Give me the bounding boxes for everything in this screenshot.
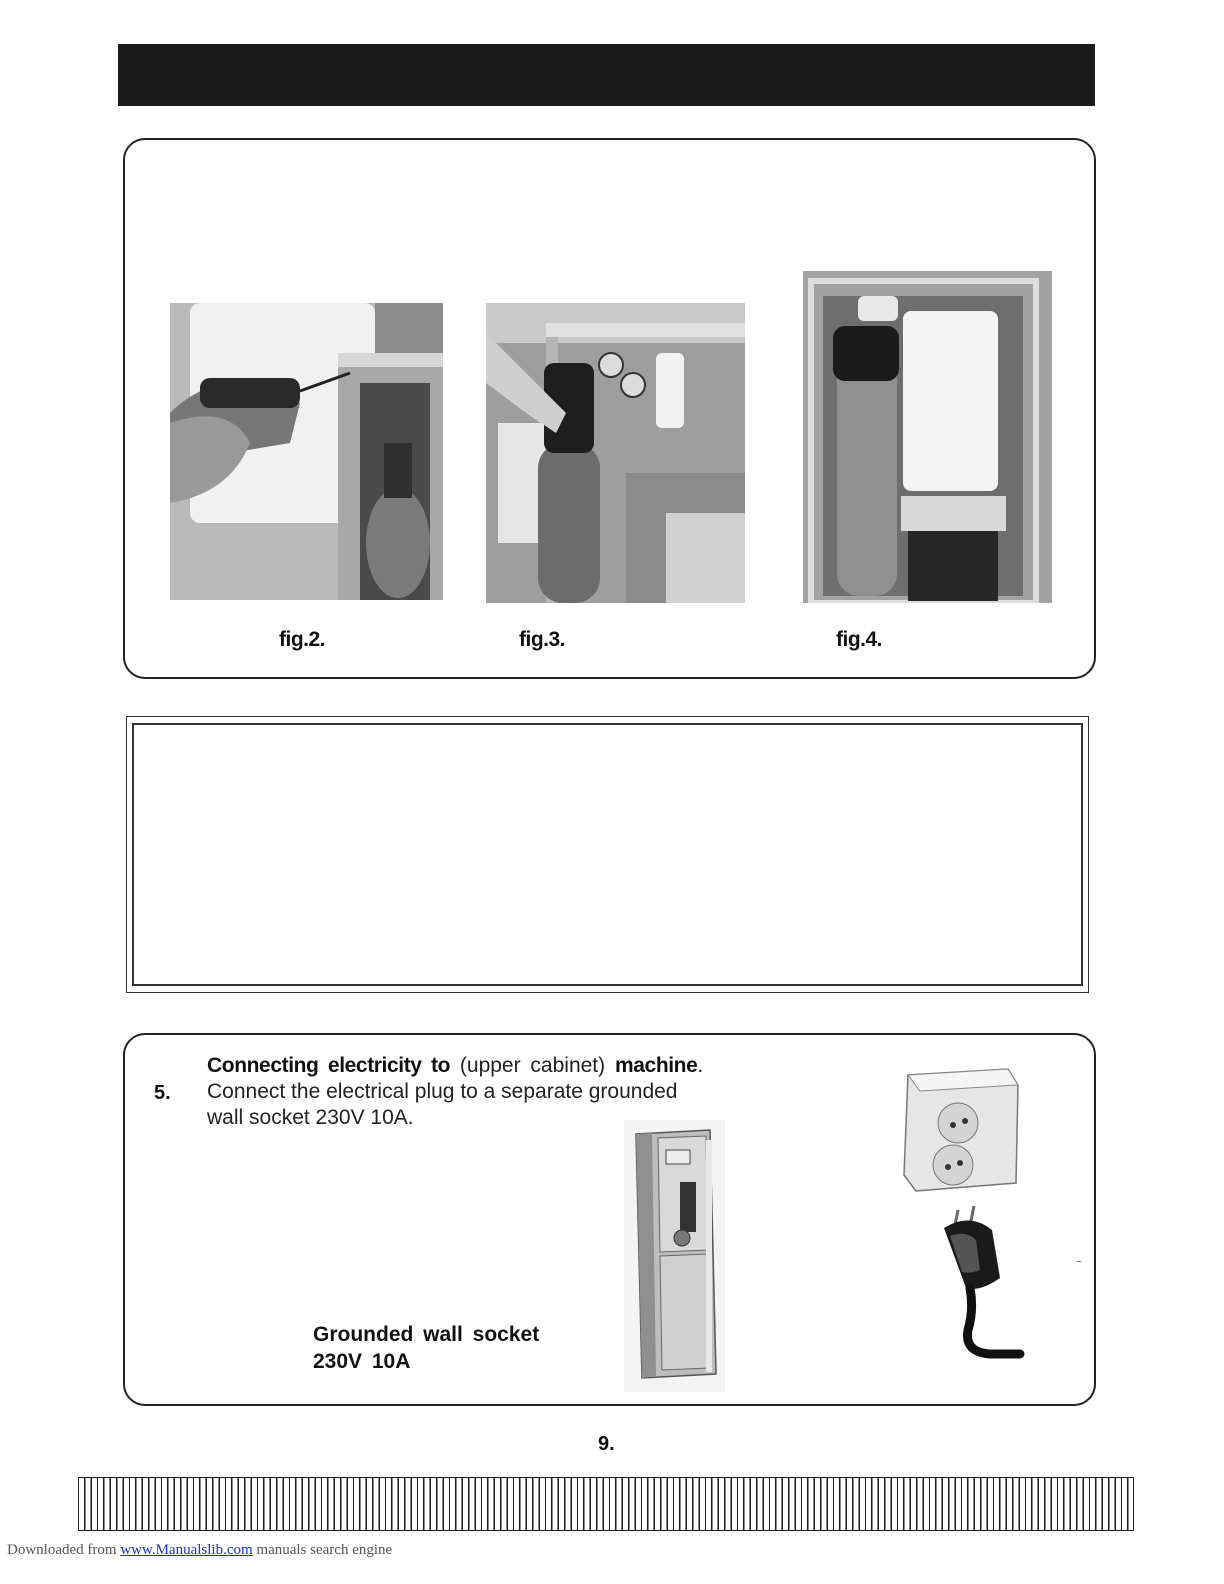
header-bar	[118, 44, 1095, 106]
fig4-photo	[803, 271, 1052, 603]
fig2-photo	[170, 303, 443, 600]
page-number: 9.	[598, 1433, 615, 1455]
double-wall-socket-icon	[898, 1065, 1024, 1195]
step-line-3: wall socket 230V 10A.	[207, 1106, 414, 1129]
tiny-mark: ~	[1076, 1257, 1082, 1268]
step-title-bold-2: machine	[614, 1054, 698, 1077]
step-title	[207, 1053, 737, 1079]
notice-box-inner	[132, 723, 1083, 986]
notice-box	[126, 716, 1089, 993]
fig2-caption: fig.2.	[279, 628, 326, 651]
fig3-photo	[486, 303, 745, 603]
socket-label-line-1: Grounded wall socket	[313, 1323, 540, 1346]
footer-prefix: Downloaded from	[7, 1542, 117, 1558]
step-title-end: .	[697, 1054, 704, 1077]
socket-label	[313, 1321, 539, 1375]
footer	[7, 1542, 392, 1559]
grounded-plug-icon	[930, 1200, 1030, 1365]
footer-suffix: manuals search engine	[256, 1542, 393, 1558]
step-title-normal: (upper cabinet)	[459, 1054, 606, 1077]
step-line-2: Connect the electrical plug to a separate grounded	[207, 1080, 678, 1103]
fig3-caption: fig.3.	[519, 628, 566, 651]
water-dispenser-machine-icon	[622, 1120, 727, 1392]
fig4-caption: fig.4.	[836, 628, 883, 651]
barcode-strip	[78, 1477, 1134, 1531]
step-title-bold-1: Connecting electricity to	[207, 1054, 451, 1077]
step-number: 5.	[154, 1082, 171, 1104]
manualslib-link[interactable]: www.Manualslib.com	[120, 1542, 253, 1558]
socket-label-line-2: 230V 10A	[313, 1350, 411, 1373]
